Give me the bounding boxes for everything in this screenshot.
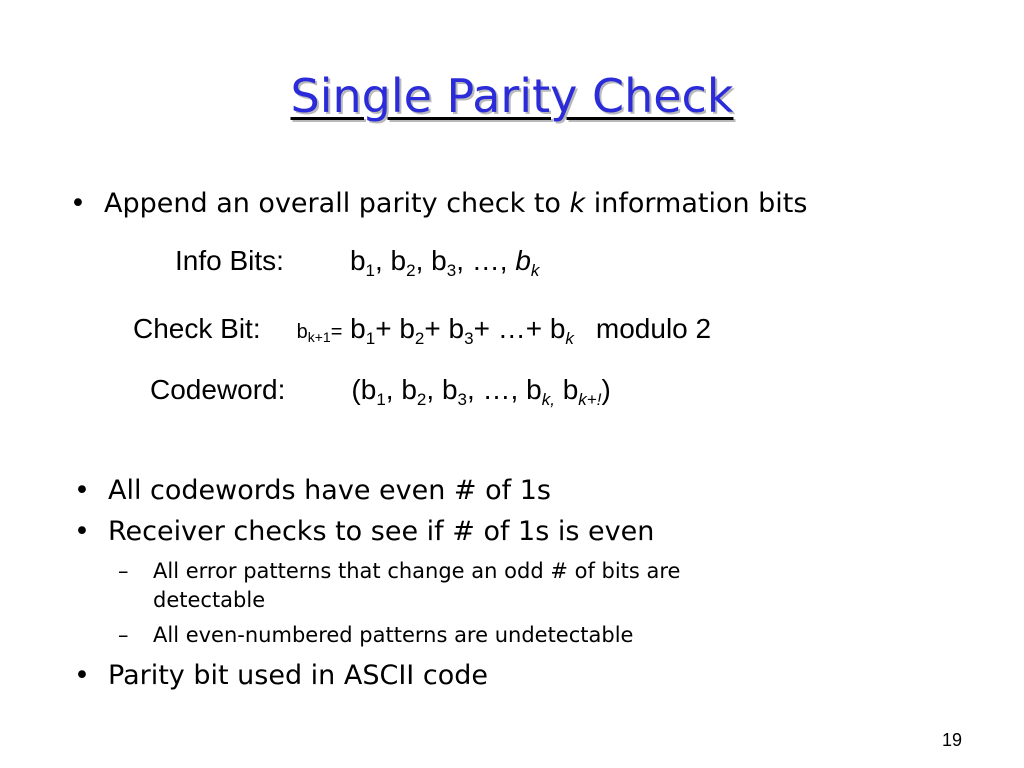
subscript: k bbox=[565, 329, 574, 348]
info-bits-line: Info Bits: $b_1$, $b_2$, $b_3$, …, $b_k$ bbox=[175, 245, 540, 280]
bullet-text-part: information bits bbox=[585, 188, 808, 219]
slide-title-text: Single Parity Check bbox=[290, 69, 734, 123]
subscript: 2 bbox=[416, 390, 427, 409]
bullet-text bbox=[104, 187, 807, 221]
bullet-marker: • bbox=[74, 516, 90, 547]
subscript: 1 bbox=[365, 329, 376, 348]
codeword-label: Codeword: bbox=[150, 374, 286, 405]
bullet-text: All codewords have even # of 1s bbox=[108, 475, 551, 506]
modulo-label: modulo 2 bbox=[595, 313, 712, 344]
sub-bullet-text-line1: All error patterns that change an odd # of bits are bbox=[153, 559, 681, 583]
sub-bullet-text: All even-numbered patterns are undetectable bbox=[153, 623, 634, 647]
bullet-text: Receiver checks to see if # of 1s is even bbox=[108, 516, 655, 547]
sub-bullet-marker: – bbox=[118, 623, 129, 647]
check-bit-label: Check Bit: bbox=[133, 313, 261, 344]
subscript: 3 bbox=[464, 329, 474, 348]
bullet-text: Parity bit used in ASCII code bbox=[108, 660, 488, 691]
bullet-marker: • bbox=[74, 660, 90, 691]
info-bits-label: Info Bits: bbox=[175, 245, 284, 276]
sub-bullet-marker: – bbox=[118, 559, 129, 583]
subscript: 1 bbox=[376, 390, 386, 409]
page-number: 19 bbox=[941, 730, 962, 750]
bullet-marker: • bbox=[74, 475, 90, 506]
bullet-text-part: Append an overall parity check to bbox=[104, 188, 570, 219]
sub-bullet-text-line2: detectable bbox=[153, 588, 266, 612]
subscript: k+1 bbox=[307, 329, 331, 345]
subscript: 3 bbox=[446, 261, 457, 280]
subscript: k, bbox=[541, 390, 555, 409]
bullet-marker: • bbox=[70, 188, 86, 219]
bullet-text-k: k bbox=[569, 188, 586, 219]
subscript: 2 bbox=[406, 261, 416, 280]
subscript: k+! bbox=[578, 390, 602, 409]
check-bit-line: Check Bit: $b_{k+1}= b_1+ b_2+ b_3+$ …+ $b_k$ modulo 2 bbox=[133, 313, 712, 348]
subscript: 1 bbox=[365, 261, 375, 280]
codeword-line: Codeword: ($b_1$, $b_2$, $b_3$, …, $b_{k,}$ $b_{k+!}$) bbox=[150, 374, 611, 409]
subscript: k bbox=[530, 261, 540, 280]
subscript: 3 bbox=[457, 390, 467, 409]
slide-title bbox=[0, 66, 1024, 126]
subscript: 2 bbox=[414, 329, 425, 348]
